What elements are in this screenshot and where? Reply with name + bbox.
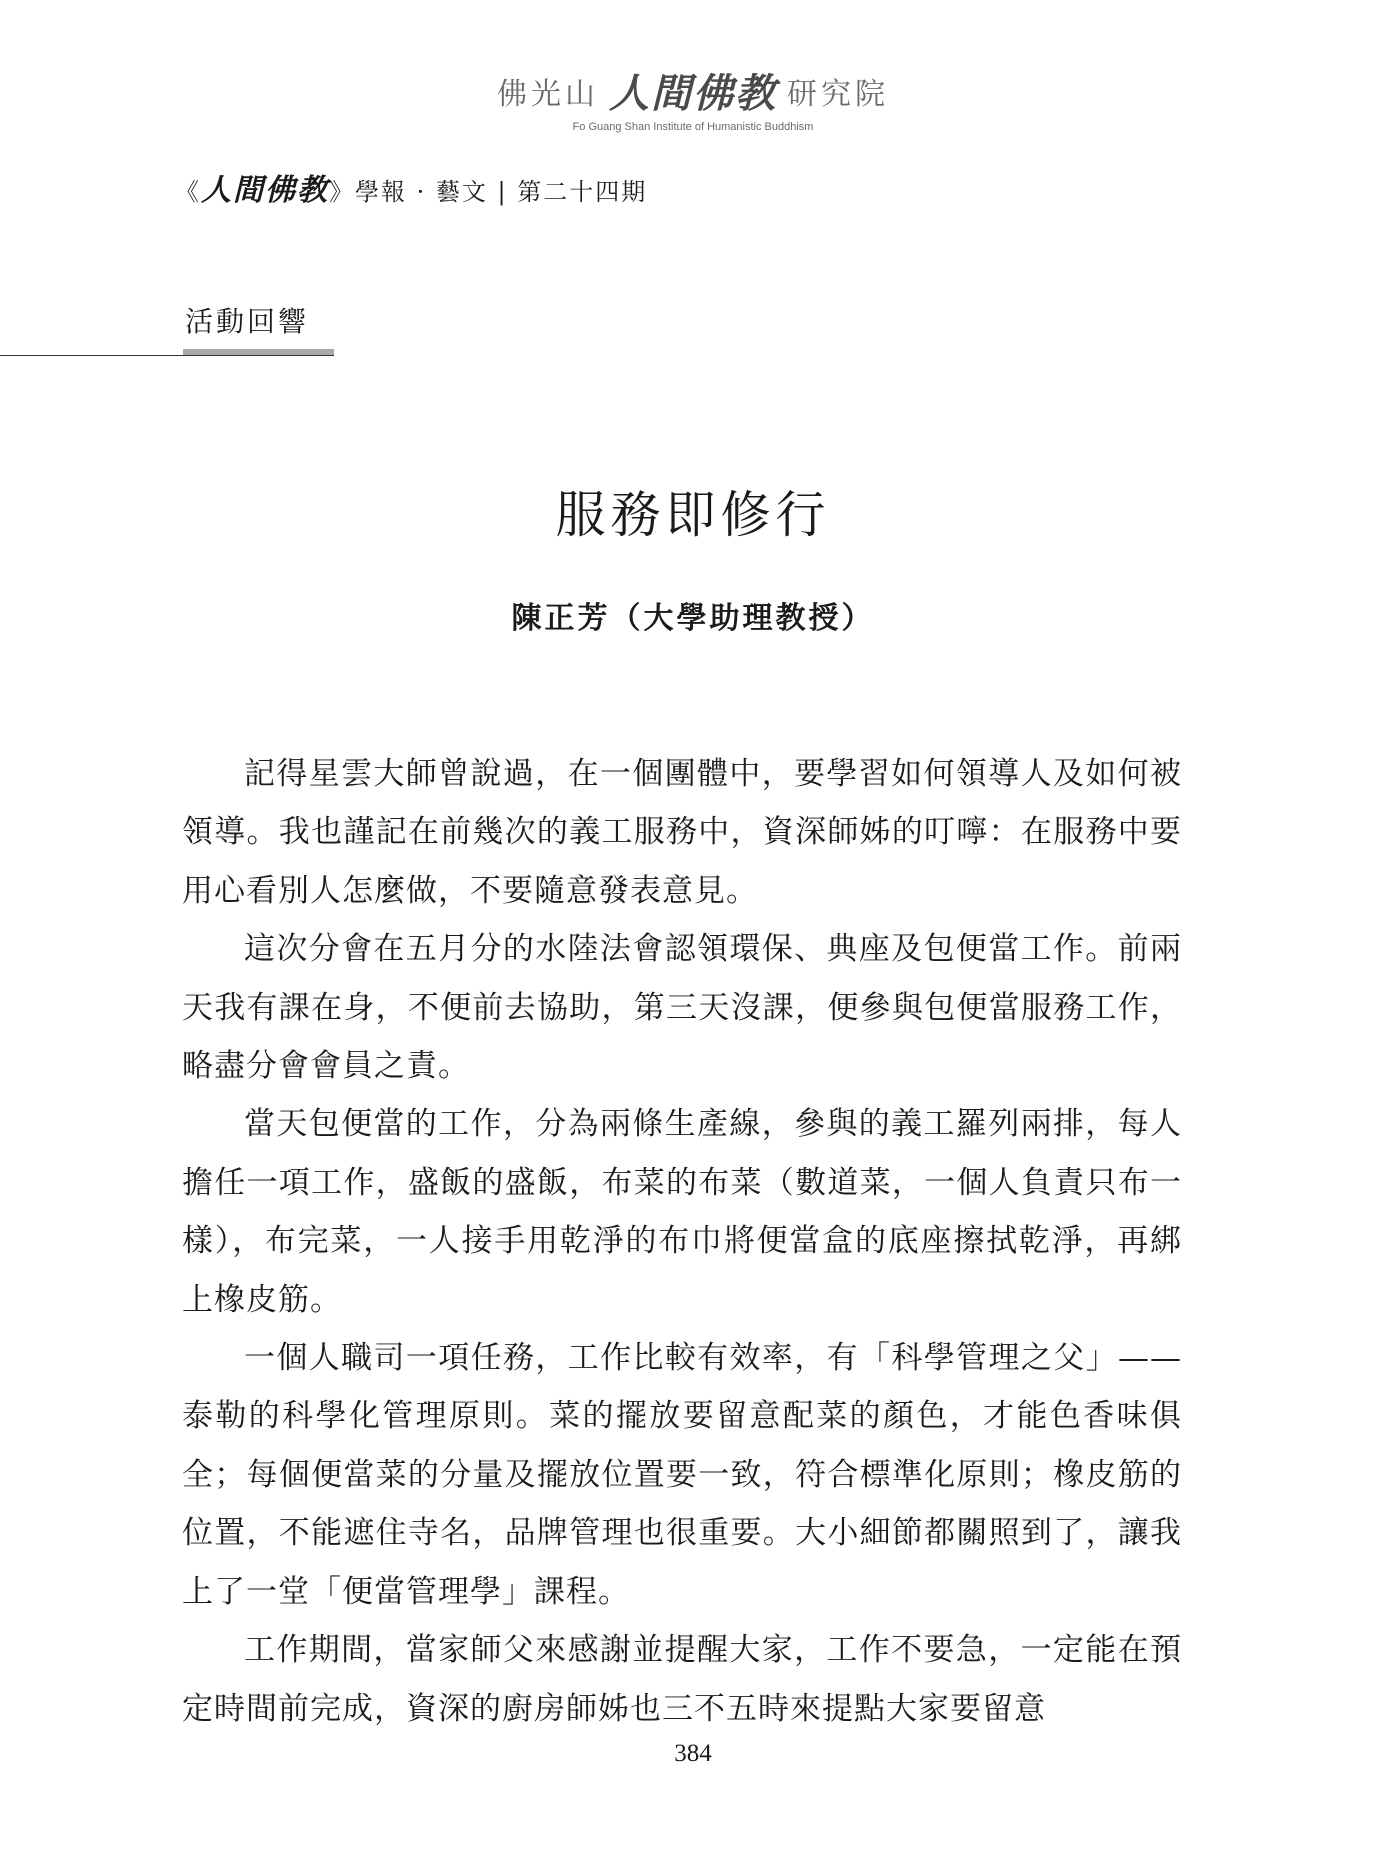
institute-name-left: 佛光山 [497,76,599,112]
journal-brand: 人間佛教 [201,173,329,208]
page-header [0,62,1386,133]
institute-brand-calligraphy: 人間佛教 [609,70,777,117]
article-body [182,745,1182,1738]
article-author: 陳正芳（大學助理教授） [511,601,875,636]
institute-logo [497,62,889,119]
paragraph: 一個人職司一項任務，工作比較有效率，有「科學管理之父」——泰勒的科學化管理原則。菜的擺放要留意配菜的顏色，才能色香味俱全；每個便當菜的分量及擺放位置要一致，符合標準化原則；橡皮筋的位置，不能遮住寺名，品牌管理也很重要。大小細節都關照到了，讓我上了一堂「便當管理學」課程。 [182,1340,1182,1610]
paragraph: 當天包便當的工作，分為兩條生產線，參與的義工羅列兩排，每人擔任一項工作，盛飯的盛飯，布菜的布菜（數道菜，一個人負責只布一樣），布完菜，一人接手用乾淨的布巾將便當盒的底座擦拭乾淨，再綁上橡皮筋。 [182,1106,1182,1318]
journal-open-bracket: 《 [175,178,201,206]
institute-english-name: Fo Guang Shan Institute of Humanistic Buddhism [572,121,814,133]
paragraph: 記得星雲大師曾說過，在一個團體中，要學習如何領導人及如何被領導。我也謹記在前幾次的義工服務中，資深師姊的叮嚀：在服務中要用心看別人怎麼做，不要隨意發表意見。 [182,756,1182,909]
article-title: 服務即修行 [555,486,831,544]
section-divider-line [0,355,334,356]
institute-name-right: 研究院 [787,76,889,112]
journal-issue-info: 》學報 · 藝文 | 第二十四期 [329,178,648,206]
section-underline-bar [183,349,334,355]
section-label: 活動回響 [185,305,310,338]
page-number: 384 [674,1740,712,1767]
paragraph: 工作期間，當家師父來感謝並提醒大家，工作不要急，一定能在預定時間前完成，資深的廚房師姊也三不五時來提點大家要留意 [182,1632,1182,1727]
paragraph: 這次分會在五月分的水陸法會認領環保、典座及包便當工作。前兩天我有課在身，不便前去協助，第三天沒課，便參與包便當服務工作，略盡分會會員之責。 [182,931,1182,1085]
journal-running-head [175,165,647,209]
